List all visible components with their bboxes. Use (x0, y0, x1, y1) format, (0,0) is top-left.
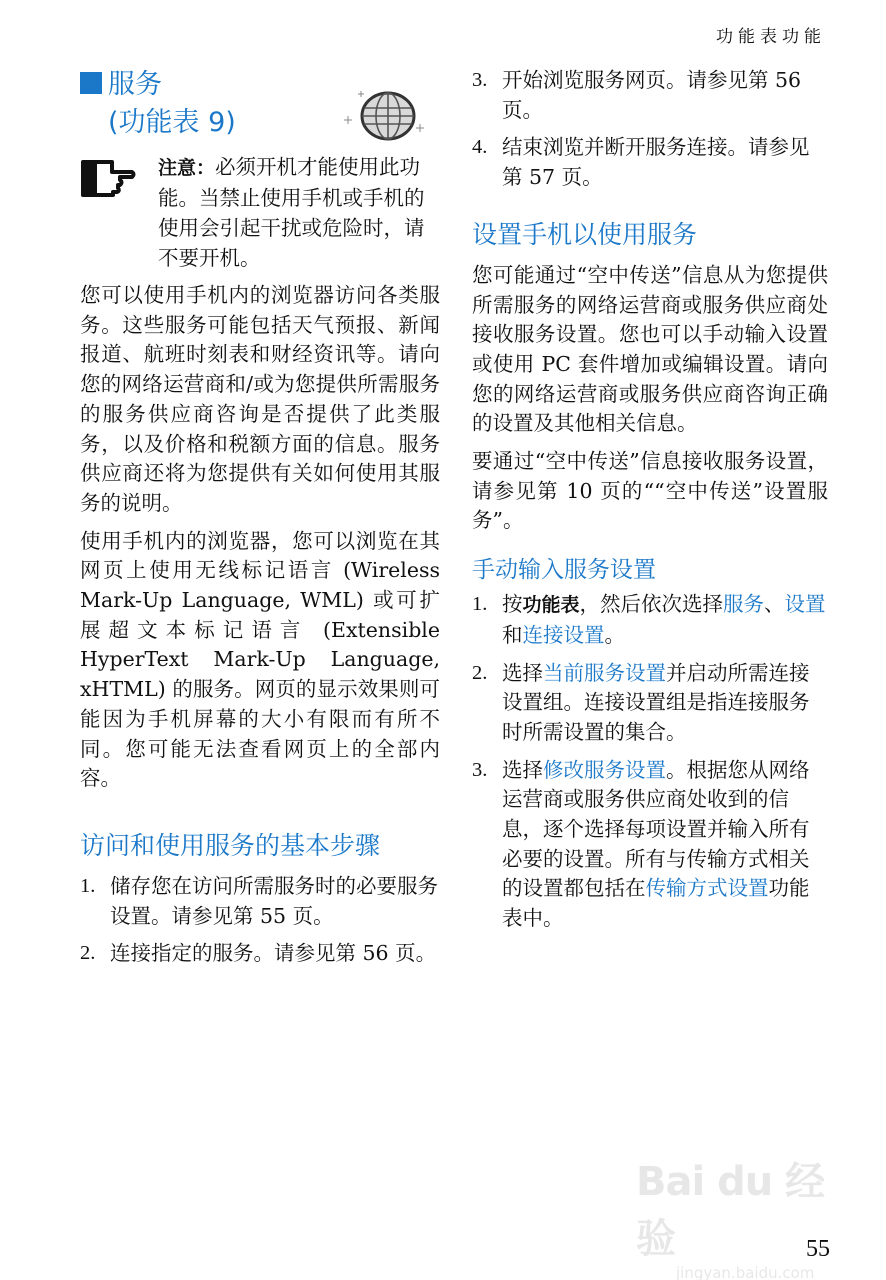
basic-steps-list-continued (472, 66, 828, 193)
list-item: 1. 按功能表，然后依次选择服务、设置和连接设置。 (472, 592, 826, 647)
bullet-square-icon (80, 72, 102, 94)
watermark-url: jingyan.baidu.com (676, 1264, 815, 1280)
running-header: 功能表功能 (716, 27, 826, 47)
note-text: 注意：必须开机才能使用此功能。当禁止使用手机或手机的使用会引起干扰或危险时，请不要开机。 (158, 155, 425, 270)
list-item: 2. 连接指定的服务。请参见第 56 页。 (80, 941, 437, 966)
list-item: 1. 储存您在访问所需服务时的必要服务设置。请参见第 55 页。 (80, 873, 438, 928)
note-label: 注意： (158, 157, 216, 179)
manual-steps-list (472, 590, 828, 934)
list-item: 3. 开始浏览服务网页。请参见第 56 页。 (472, 68, 802, 122)
page-number: 55 (806, 1236, 830, 1262)
setup-paragraph: 您可能通过“空中传送”信息从为您提供所需服务的网络运营商或服务供应商处接收服务设置。您也可以手动输入设置或使用 PC 套件增加或编辑设置。请向您的网络运营商或服务供应商咨询正确的设置及其他相关信息。 (472, 262, 828, 436)
list-item: 4. 结束浏览并断开服务连接。请参见第 57 页。 (472, 135, 810, 190)
section-title: 服务 (80, 66, 440, 104)
browser-paragraph: 使用手机内的浏览器，您可以浏览在其网页上使用无线标记语言 (Wireless Mark-Up Language, WML) 或可扩展超文本标记语言 (Extensible HyperText Mark-Up Language, xHTML) 的服务。网页的显示效果则可能因为手机屏幕的大小有限而有所不同。您可能无法查看网页上的全部内容。 (80, 528, 440, 791)
manual-heading: 手动输入服务设置 (472, 557, 656, 584)
basic-steps-heading: 访问和使用服务的基本步骤 (80, 830, 381, 860)
globe-icon (338, 80, 428, 150)
list-item: 2. 选择当前服务设置并启动所需连接设置组。连接设置组是指连接服务时所需设置的集合。 (472, 660, 810, 744)
basic-steps-list (80, 872, 440, 969)
watermark-logo: Bai du 经验 (636, 1159, 825, 1262)
setup-heading: 设置手机以使用服务 (472, 219, 698, 249)
menu-item-link[interactable]: 修改服务设置 (543, 757, 666, 782)
section-subtitle: (功能表 9) (108, 107, 236, 138)
right-column (472, 66, 828, 942)
left-column (80, 66, 440, 977)
menu-item-link[interactable]: 服务 (723, 592, 765, 617)
note-hand-icon (80, 156, 136, 200)
menu-label: 功能表 (522, 594, 580, 617)
note-box (80, 152, 440, 273)
list-item: 3. 选择修改服务设置。根据您从网络运营商或服务供应商处收到的信息，逐个选择每项设置并输入所有必要的设置。所有与传输方式相关的设置都包括在传输方式设置功能表中。 (472, 757, 810, 931)
menu-item-link[interactable]: 传输方式设置 (645, 876, 769, 901)
menu-item-link[interactable]: 连接设置 (522, 622, 605, 647)
intro-paragraph: 您可以使用手机内的浏览器访问各类服务。这些服务可能包括天气预报、新闻报道、航班时刻表和财经资讯等。请向您的网络运营商和/或为您提供所需服务的服务供应商咨询是否提供了此类服务，以及价格和税额方面的信息。服务供应商还将为您提供有关如何使用其服务的说明。 (80, 283, 440, 515)
menu-item-link[interactable]: 当前服务设置 (543, 660, 666, 685)
ota-paragraph: 要通过“空中传送”信息接收服务设置，请参见第 10 页的““空中传送”设置服务”。 (472, 449, 828, 533)
menu-item-link[interactable]: 设置 (784, 592, 826, 617)
